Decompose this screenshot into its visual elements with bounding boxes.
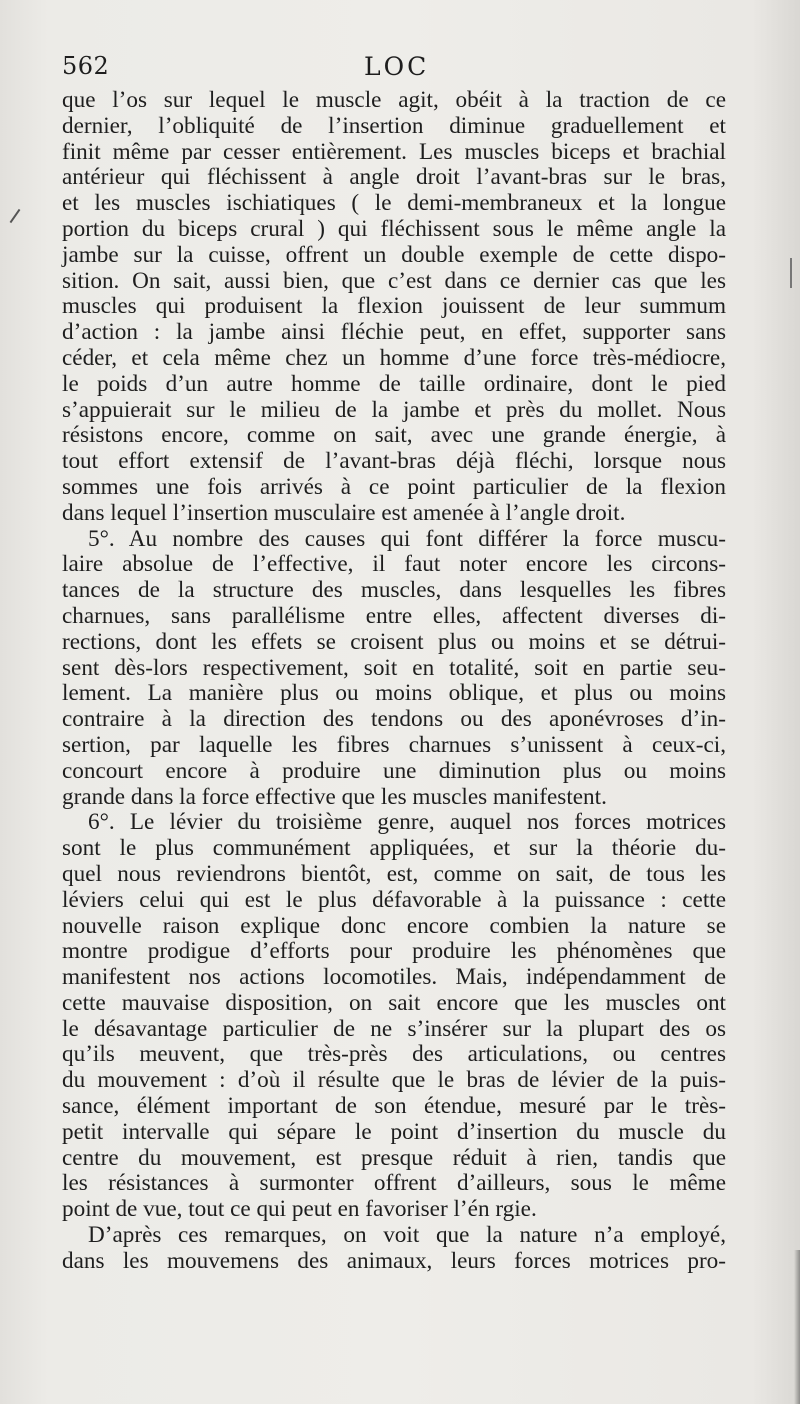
margin-mark	[790, 258, 792, 288]
text-line: que l’os sur lequel le muscle agit, obéit à la traction de ce	[62, 87, 726, 113]
text-line: dernier, l’obliquité de l’insertion diminue graduellement et	[62, 112, 726, 139]
text-line: manifestent nos actions locomotiles. Mais, indépendamment de	[62, 964, 726, 991]
text-line: résistons encore, comme on sait, avec une grande énergie, à	[62, 422, 726, 449]
text-line: sommes une fois arrivés à ce point particulier de la flexion	[62, 473, 726, 500]
margin-pencil-mark	[10, 209, 21, 223]
text-line: cette mauvaise disposition, on sait encore que les muscles ont	[62, 989, 726, 1016]
text-line: portion du biceps crural ) qui fléchissent sous le même angle la	[62, 215, 726, 242]
text-line: 6°. Le lévier du troisième genre, auquel nos forces motrices	[88, 809, 726, 836]
text-line: sent dès-lors respectivement, soit en totalité, soit en partie seu-	[62, 654, 726, 681]
text-line: qu’ils meuvent, que très-près des articulations, ou centres	[62, 1041, 726, 1068]
text-line: s’appuierait sur le milieu de la jambe et près du mollet. Nous	[62, 396, 726, 423]
text-line: point de vue, tout ce qui peut en favoriser l’én rgie.	[62, 1196, 537, 1223]
text-line: sont le plus communément appliquées, et sur la théorie du-	[62, 835, 726, 862]
text-line: muscles qui produisent la flexion jouissent de leur summum	[62, 293, 726, 320]
text-line: tout effort extensif de l’avant-bras déjà fléchi, lorsque nous	[62, 448, 726, 475]
text-line: concourt encore à produire une diminution plus ou moins	[62, 757, 726, 784]
text-line: tances de la structure des muscles, dans lesquelles les fibres	[62, 577, 726, 604]
text-line: les résistances à surmonter offrent d’ailleurs, sous le même	[62, 1170, 726, 1197]
page-edge-shadow	[794, 1250, 800, 1404]
text-line: jambe sur la cuisse, offrent un double exemple de cette dispo-	[62, 241, 726, 268]
text-line: le désavantage particulier de ne s’insérer sur la plupart des os	[62, 1015, 726, 1042]
text-line: dans lequel l’insertion musculaire est amenée à l’angle droit.	[62, 499, 626, 526]
text-line: rections, dont les effets se croisent plus ou moins et se détrui-	[62, 628, 726, 655]
page-header	[62, 52, 726, 86]
text-line: sition. On sait, aussi bien, que c’est dans ce dernier cas que les	[62, 267, 726, 294]
text-line: d’action : la jambe ainsi fléchie peut, en effet, supporter sans	[62, 319, 726, 346]
text-line: sertion, par laquelle les fibres charnues s’unissent à ceux-ci,	[62, 731, 726, 758]
text-line: contraire à la direction des tendons ou des aponévroses d’in-	[62, 706, 726, 733]
text-line: et les muscles ischiatiques ( le demi-membraneux et la longue	[62, 190, 726, 217]
text-line: centre du mouvement, est presque réduit à rien, tandis que	[62, 1144, 726, 1171]
text-line: le poids d’un autre homme de taille ordinaire, dont le pied	[62, 370, 726, 397]
text-line: charnues, sans parallélisme entre elles, affectent diverses di-	[62, 602, 726, 629]
running-head: LOC	[364, 52, 430, 81]
page-number: 562	[62, 52, 110, 80]
text-line: finit même par cesser entièrement. Les muscles biceps et brachial	[62, 138, 726, 165]
text-line: du mouvement : d’où il résulte que le bras de lévier de la puis-	[62, 1067, 726, 1094]
text-line: quel nous reviendrons bientôt, est, comme on sait, de tous les	[62, 860, 726, 887]
text-line: petit intervalle qui sépare le point d’insertion du muscle du	[62, 1118, 726, 1145]
text-line: céder, et cela même chez un homme d’une force très-médiocre,	[62, 344, 726, 371]
text-line: montre prodigue d’efforts pour produire les phénomènes que	[62, 938, 726, 965]
text-line: grande dans la force effective que les muscles manifestent.	[62, 783, 607, 810]
text-line: 5°. Au nombre des causes qui font différer la force muscu-	[88, 525, 726, 552]
body-text	[62, 88, 726, 1275]
text-line: nouvelle raison explique donc encore combien la nature se	[62, 912, 726, 939]
text-line: antérieur qui fléchissent à angle droit l’avant-bras sur le bras,	[62, 164, 726, 191]
text-line: léviers celui qui est le plus défavorable à la puissance : cette	[62, 886, 726, 913]
text-line: lement. La manière plus ou moins oblique, et plus ou moins	[62, 680, 726, 707]
text-line: laire absolue de l’effective, il faut noter encore les circons-	[62, 551, 726, 578]
text-line: dans les mouvemens des animaux, leurs forces motrices pro-	[62, 1247, 726, 1274]
text-line: D’après ces remarques, on voit que la nature n’a employé,	[88, 1222, 726, 1249]
text-line: sance, élément important de son étendue, mesuré par le très-	[62, 1093, 726, 1120]
